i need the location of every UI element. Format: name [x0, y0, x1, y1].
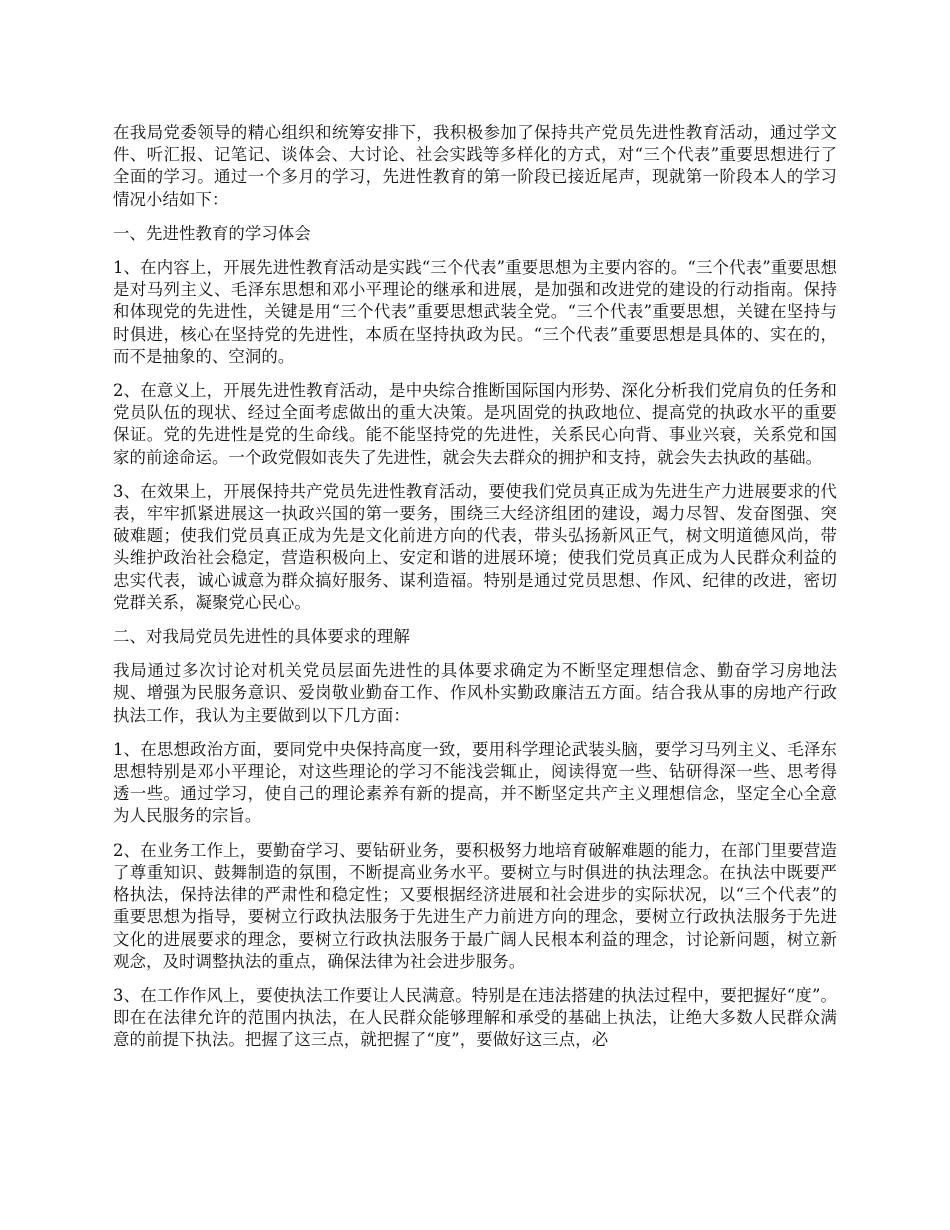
document-body — [113, 122, 837, 1064]
intro-paragraph: 在我局党委领导的精心组织和统筹安排下，我积极参加了保持共产党员先进性教育活动，通过学文件、听汇报、记笔记、谈体会、大讨论、社会实践等多样化的方式，对“三个代表”重要思想进行了全面的学习。通过一个多月的学习，先进性教育的第一阶段已接近尾声，现就第一阶段本人的学习情况小结如下： — [113, 123, 837, 209]
paragraph-business: 2、在业务工作上，要勤奋学习、要钻研业务，要积极努力地培育破解难题的能力，在部门里要营造了尊重知识、鼓舞制造的氛围，不断提高业务水平。要树立与时俱进的执法理念。在执法中既要严格执法，保持法律的严肃性和稳定性；又要根据经济进展和社会进步的实际状况，以“三个代表”的重要思想为指导，要树立行政执法服务于先进生产力前进方向的理念，要树立行政执法服务于先进文化的进展要求的理念，要树立行政执法服务于最广阔人民根本利益的理念，讨论新问题，树立新观念，及时调整执法的重点，确保法律为社会进步服务。 — [113, 840, 837, 971]
paragraph-effect: 3、在效果上，开展保持共产党员先进性教育活动，要使我们党员真正成为先进生产力进展要求的代表，牢牢抓紧进展这一执政兴国的第一要务，围绕三大经济组团的建设，竭力尽智、发奋图强、突破难题；使我们党员真正成为先是文化前进方向的代表，带头弘扬新风正气，树文明道德风尚，带头维护政治社会稳定，营造积极向上、安定和谐的进展环境；使我们党员真正成为人民群众利益的忠实代表，诚心诚意为群众搞好服务、谋利造福。特别是通过党员思想、作风、纪律的改进，密切党群关系，凝聚党心民心。 — [113, 481, 837, 612]
section-heading-2: 二、对我局党员先进性的具体要求的理解 — [113, 627, 410, 647]
paragraph-political: 1、在思想政治方面，要同党中央保持高度一致，要用科学理论武装头脑，要学习马列主义、毛泽东思想特别是邓小平理论，对这些理论的学习不能浅尝辄止，阅读得宽一些、钻研得深一些、思考得透一些。通过学习，使自己的理论素养有新的提高，并不断坚定共产主义理想信念，坚定全心全意为人民服务的宗旨。 — [113, 739, 837, 826]
section-heading-1: 一、先进性教育的学习体会 — [113, 223, 311, 243]
paragraph-requirements: 我局通过多次讨论对机关党员层面先进性的具体要求确定为不断坚定理想信念、勤奋学习房地法规、增强为民服务意识、爱岗敬业勤奋工作、作风朴实勤政廉洁五方面。结合我从事的房地产行政执法工作，我认为主要做到以下几方面： — [113, 661, 837, 725]
paragraph-significance: 2、在意义上，开展先进性教育活动，是中央综合推断国际国内形势、深化分析我们党肩负的任务和党员队伍的现状、经过全面考虑做出的重大决策。是巩固党的执政地位、提高党的执政水平的重要保证。党的先进性是党的生命线。能不能坚持党的先进性，关系民心向背、事业兴衰，关系党和国家的前途命运。一个政党假如丧失了先进性，就会失去群众的拥护和支持，就会失去执政的基础。 — [113, 381, 837, 467]
paragraph-work-style: 3、在工作作风上，要使执法工作要让人民满意。特别是在违法搭建的执法过程中，要把握好“度”。即在在法律允许的范围内执法，在人民群众能够理解和承受的基础上执法，让绝大多数人民群众满意的前提下执法。把握了这三点，就把握了“度”，要做好这三点，必 — [113, 985, 837, 1050]
paragraph-content: 1、在内容上，开展先进性教育活动是实践“三个代表”重要思想为主要内容的。“三个代表”重要思想是对马列主义、毛泽东思想和邓小平理论的继承和进展，是加强和改进党的建设的行动指南。保持和体现党的先进性，关键是用“三个代表”重要思想武装全党。“三个代表”重要思想，关键在坚持与时俱进，核心在坚持党的先进性，本质在坚持执政为民。“三个代表”重要思想是具体的、实在的，而不是抽象的、空洞的。 — [113, 258, 837, 366]
